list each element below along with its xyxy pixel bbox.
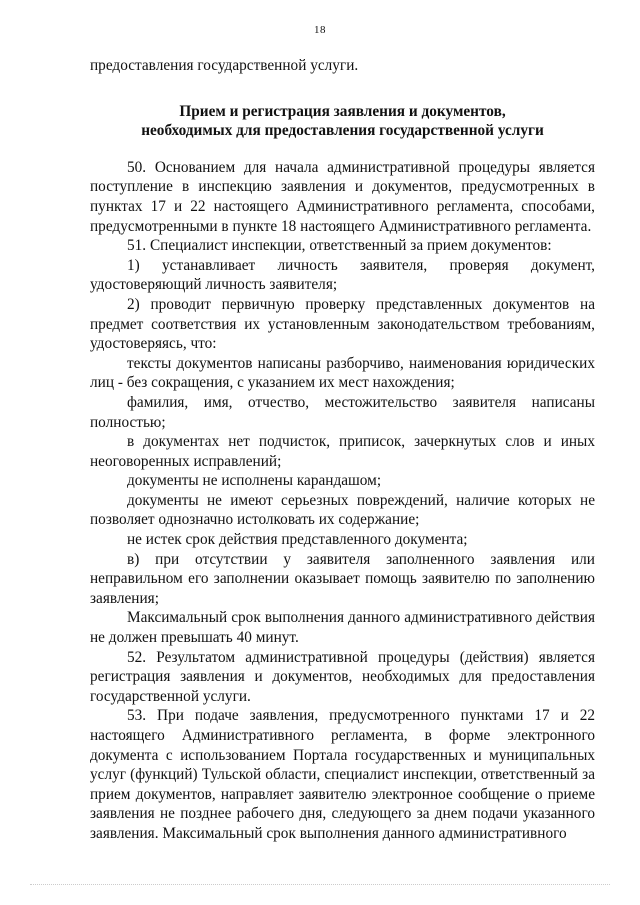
heading-line-2: необходимых для предоставления государственной услуги [141,122,544,140]
check-no-damage: документы не имеют серьезных повреждений, наличие которых не позволяет однозначно истолковать их содержание; [90,491,595,529]
item-1-identity: 1) устанавливает личность заявителя, проверяя документ, удостоверяющий личность заявителя; [90,256,595,294]
page-number: 18 [314,24,326,36]
check-not-expired: не истек срок действия представленного документа; [127,531,468,549]
paragraph-52: 52. Результатом административной процедуры (действия) является регистрация заявления и документов, необходимых для предоставления государственной услуги. [90,648,595,705]
check-no-corrections: в документах нет подчисток, приписок, зачеркнутых слов и иных неоговоренных исправлений; [90,433,595,470]
paragraph-51: 51. Специалист инспекции, ответственный за прием документов: [127,237,552,255]
paragraph-53: 53. При подаче заявления, предусмотренного пунктами 17 и 22 настоящего Административного регламента, в форме электронного документа с использованием Портала государственных и муниципальных услуг (функций) Тульской области, специалист инспекции, ответственный за прием документов, направляет заявителю электронное сообщение о приеме заявления не позднее рабочего дня, следующего за днем подачи указанного заявления. Максимальный срок выполнения данного административного [90,707,595,842]
max-duration: Максимальный срок выполнения данного административного действия не должен превышать 40 минут. [90,609,595,647]
document-body [90,56,595,844]
heading-line-1: Прием и регистрация заявления и документов, [179,102,506,120]
check-full-name: фамилия, имя, отчество, местожительство заявителя написаны полностью; [90,393,595,431]
check-legibility: тексты документов написаны разборчиво, наименования юридических лиц - без сокращения, с указанием их мест нахождения; [90,354,595,392]
scan-edge-divider [30,884,610,885]
paragraph-50: 50. Основанием для начала административной процедуры является поступление в инспекцию заявления и документов, предусмотренных в пунктах 17 и 22 настоящего Административного регламента, способами, предусмотренными в пункте 18 настоящего Административного регламента. [90,158,595,235]
intro-line: предоставления государственной услуги. [90,57,359,74]
item-2-check: 2) проводит первичную проверку представленных документов на предмет соответствия их установленным законодательством требованиям, удостоверяясь, что: [90,295,595,353]
check-no-pencil: документы не исполнены карандашом; [127,472,382,490]
section-heading [90,102,595,141]
item-v-assistance: в) при отсутствии у заявителя заполненного заявления или неправильном его заполнении оказывает помощь заявителю по заполнению заявления; [90,550,595,607]
